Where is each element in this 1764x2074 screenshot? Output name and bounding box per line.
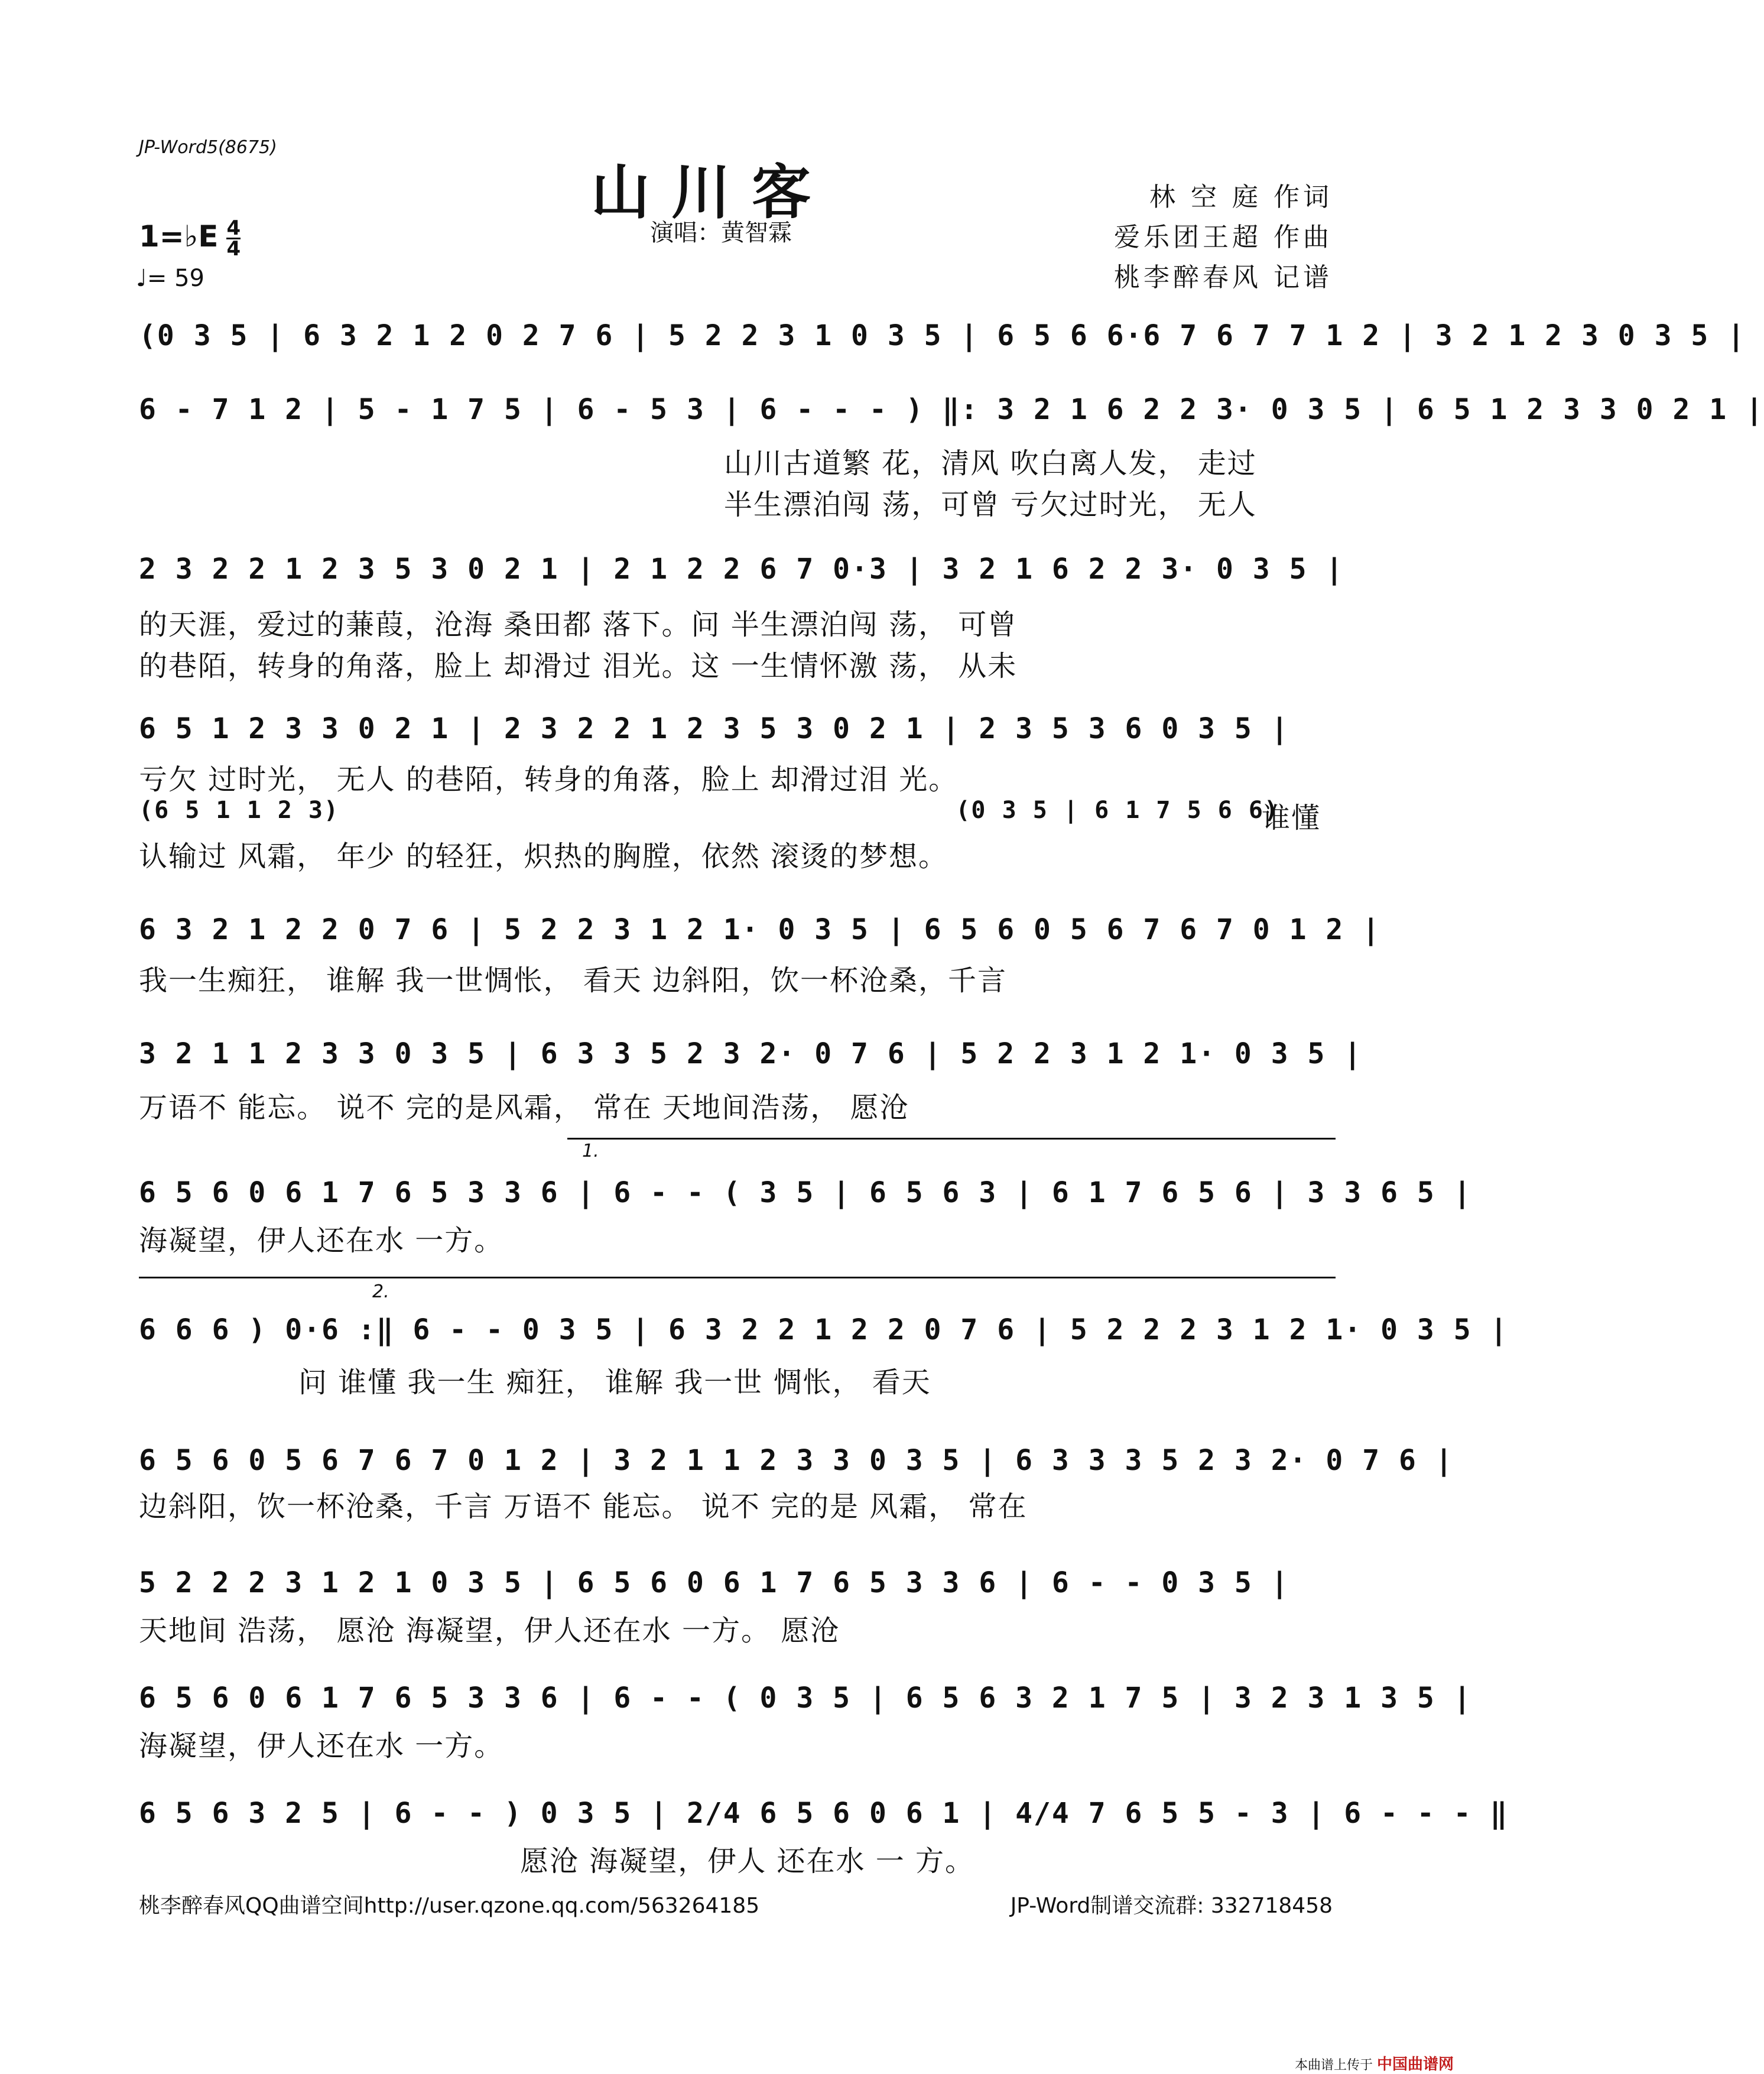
notation-line-4: 6 5 1 2 3 3 0 2 1 | 2 3 2 2 1 2 3 5 3 0 2 1 | 2 3 5 3 6 0 3 5 | <box>139 712 1289 745</box>
lyric-line-4b: 认输过 风霜， 年少 的轻狂，炽热的胸膛，依然 滚烫的梦想。 <box>139 840 948 873</box>
singer-credit: 演唱：黄智霖 <box>650 219 792 246</box>
lyric-line-5: 我一生痴狂， 谁解 我一世惆怅， 看天 边斜阳，饮一杯沧桑，千言 <box>139 964 1008 997</box>
lyric-line-8: 问 谁懂 我一生 痴狂， 谁解 我一世 惆怅， 看天 <box>298 1366 931 1399</box>
notation-line-11: 6 5 6 0 6 1 7 6 5 3 3 6 | 6 - - ( 0 3 5 | 6 5 6 3 2 1 7 5 | 3 2 3 1 3 5 | <box>139 1682 1472 1715</box>
lyric-line-9: 边斜阳，饮一杯沧桑，千言 万语不 能忘。 说不 完的是 风霜， 常在 <box>139 1490 1028 1523</box>
side-lyric: 谁懂 <box>1262 801 1321 835</box>
transcriber-credit: 桃李醉春风 记谱 <box>1114 262 1333 293</box>
song-title: 山川客 <box>591 157 832 227</box>
volta-1-label: 1. <box>582 1141 599 1161</box>
notation-line-9: 6 5 6 0 5 6 7 6 7 0 1 2 | 3 2 1 1 2 3 3 0 3 5 | 6 3 3 3 5 2 3 2· 0 7 6 | <box>139 1444 1454 1477</box>
lyric-line-3b: 的巷陌，转身的角落，脸上 却滑过 泪光。这 一生情怀激 荡， 从未 <box>139 650 1018 683</box>
lyric-line-2b: 半生漂泊闯 荡，可曾 亏欠过时光， 无人 <box>724 488 1257 521</box>
lyric-line-10: 天地间 浩荡， 愿沧 海凝望，伊人还在水 一方。 愿沧 <box>139 1614 840 1647</box>
volta-bracket-2 <box>139 1277 1336 1278</box>
volta-2-label: 2. <box>372 1281 389 1302</box>
notation-line-10: 5 2 2 2 3 1 2 1 0 3 5 | 6 5 6 0 6 1 7 6 5 3 3 6 | 6 - - 0 3 5 | <box>139 1566 1289 1599</box>
lyric-line-11: 海凝望，伊人还在水 一方。 <box>139 1729 504 1763</box>
lyric-line-4a: 亏欠 过时光， 无人 的巷陌，转身的角落，脸上 却滑过泪 光。 <box>139 763 959 796</box>
time-denominator: 4 <box>226 237 241 261</box>
upload-note: 本曲谱上传于 <box>1294 2058 1373 2073</box>
credits <box>1114 177 1333 298</box>
tempo-marking: ♩= 59 <box>136 265 204 292</box>
notation-line-1: (0 3 5 | 6 3 2 1 2 0 2 7 6 | 5 2 2 3 1 0 3 5 | 6 5 6 6·6 7 6 7 7 1 2 | 3 2 1 2 3 0 3 5 | <box>139 319 1746 352</box>
time-numerator: 4 <box>226 216 241 240</box>
site-logo: 中国曲谱网 <box>1376 2056 1454 2073</box>
notation-line-5: 6 3 2 1 2 2 0 7 6 | 5 2 2 3 1 2 1· 0 3 5 | 6 5 6 0 5 6 7 6 7 0 1 2 | <box>139 913 1381 946</box>
time-signature <box>226 216 241 261</box>
notation-line-2: 6 - 7 1 2 | 5 - 1 7 5 | 6 - 5 3 | 6 - - - ) ‖: 3 2 1 6 2 2 3· 0 3 5 | 6 5 1 2 3 3 0 2 1 | <box>139 393 1764 426</box>
lyric-line-2a: 山川古道繁 花，清风 吹白离人发， 走过 <box>724 447 1257 480</box>
lyric-line-12: 愿沧 海凝望，伊人 还在水 一 方。 <box>520 1845 975 1878</box>
key-signature <box>139 216 241 261</box>
key-label: 1=♭E <box>139 219 219 254</box>
volta-bracket-1 <box>567 1138 1336 1140</box>
footer-group: JP-Word制谱交流群: 332718458 <box>1010 1894 1333 1918</box>
lyric-line-3a: 的天涯，爱过的蒹葭，沧海 桑田都 落下。问 半生漂泊闯 荡， 可曾 <box>139 608 1018 641</box>
notation-line-8: 6 6 6 ) 0·6 :‖ 6 - - 0 3 5 | 6 3 2 2 1 2 2 0 7 6 | 5 2 2 2 3 1 2 1· 0 3 5 | <box>139 1313 1509 1346</box>
notation-line-4b: (6 5 1 1 2 3) (0 3 5 | 6 1 7 5 6 6) <box>139 797 1280 824</box>
notation-line-12: 6 5 6 3 2 5 | 6 - - ) 0 3 5 | 2/4 6 5 6 0 6 1 | 4/4 7 6 5 5 - 3 | 6 - - - ‖ <box>139 1797 1509 1830</box>
notation-line-3: 2 3 2 2 1 2 3 5 3 0 2 1 | 2 1 2 2 6 7 0·3 | 3 2 1 6 2 2 3· 0 3 5 | <box>139 553 1344 586</box>
upload-watermark <box>1295 2052 1454 2074</box>
lyricist-credit: 林 空 庭 作词 <box>1149 182 1333 212</box>
software-label: JP-Word5(8675) <box>139 137 277 158</box>
footer-qzone: 桃李醉春风QQ曲谱空间http://user.qzone.qq.com/563264185 <box>139 1894 760 1918</box>
notation-line-7: 6 5 6 0 6 1 7 6 5 3 3 6 | 6 - - ( 3 5 | 6 5 6 3 | 6 1 7 6 5 6 | 3 3 6 5 | <box>139 1176 1472 1209</box>
lyric-line-6: 万语不 能忘。 说不 完的是风霜， 常在 天地间浩荡， 愿沧 <box>139 1091 909 1124</box>
lyric-line-7: 海凝望，伊人还在水 一方。 <box>139 1224 504 1257</box>
notation-line-6: 3 2 1 1 2 3 3 0 3 5 | 6 3 3 5 2 3 2· 0 7 6 | 5 2 2 3 1 2 1· 0 3 5 | <box>139 1037 1363 1070</box>
composer-credit: 爱乐团王超 作曲 <box>1114 222 1333 252</box>
